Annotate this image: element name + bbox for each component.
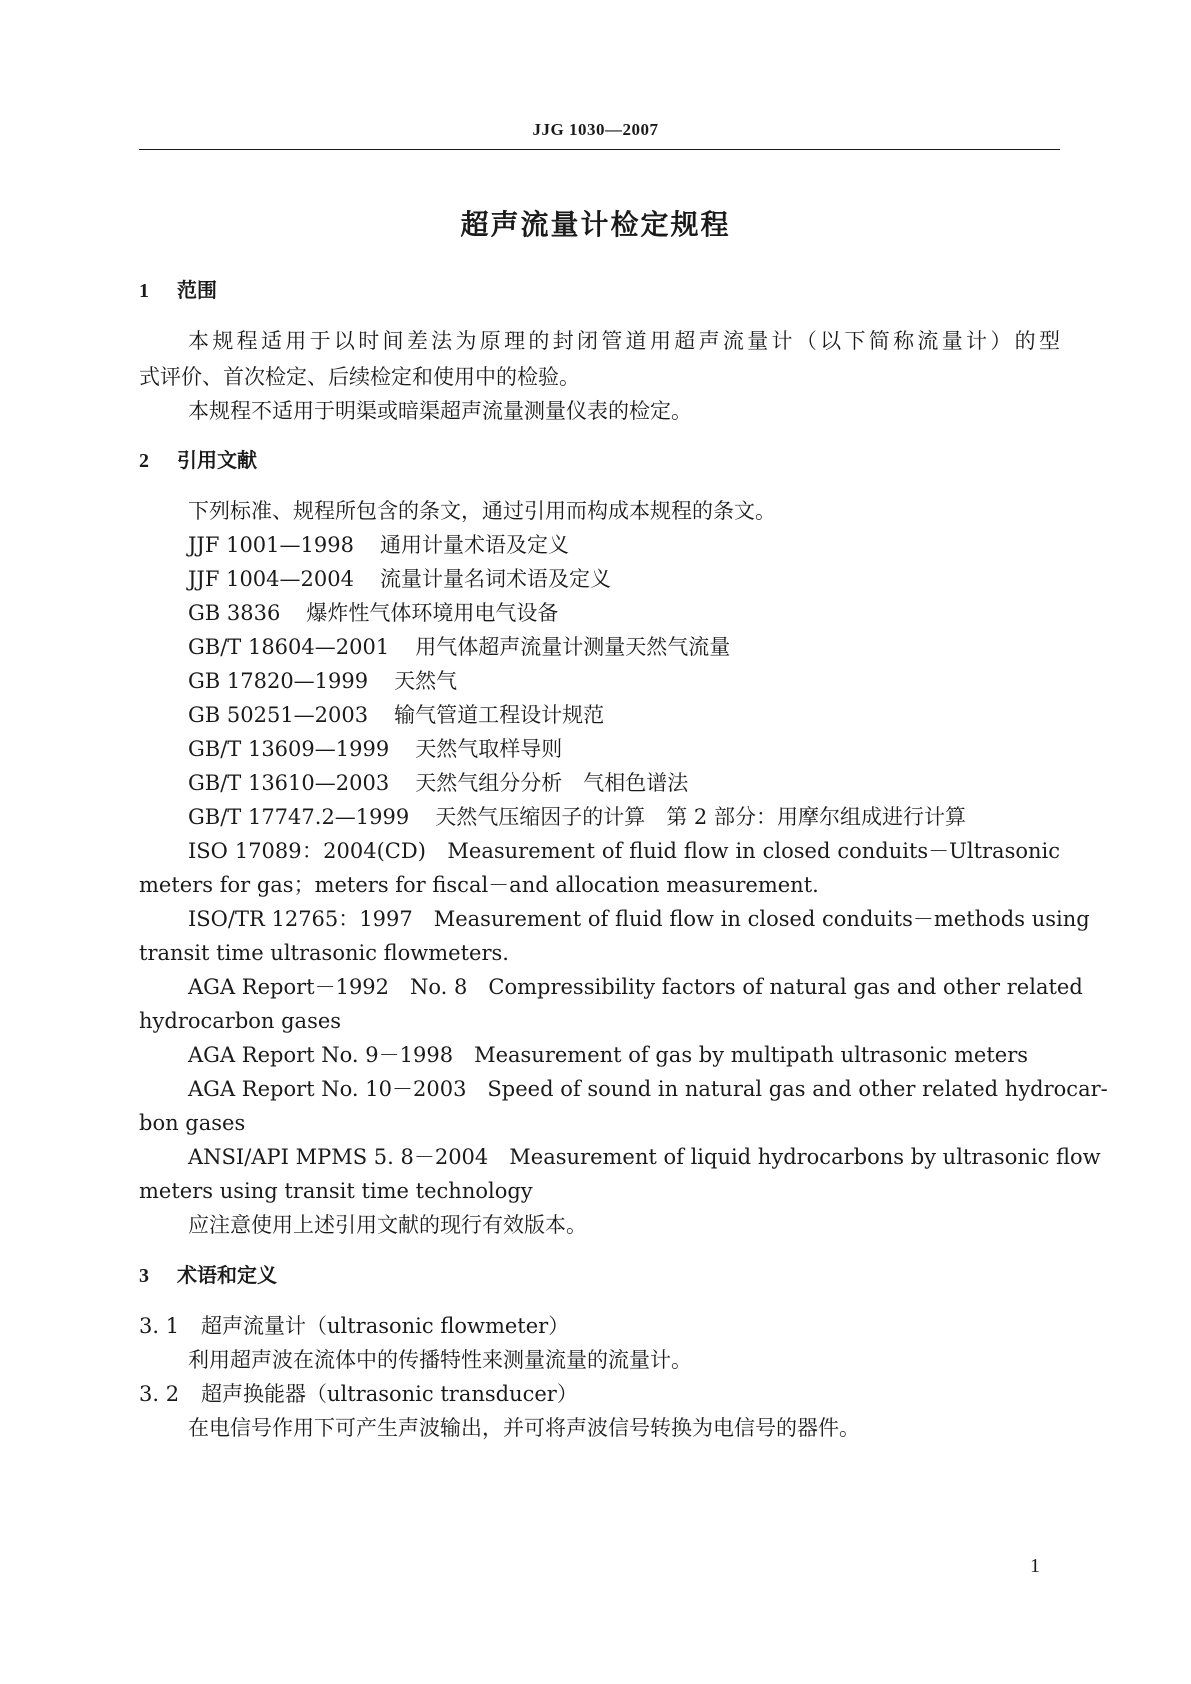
reference-line: transit time ultrasonic flowmeters.: [139, 941, 509, 965]
term-heading: [139, 1311, 569, 1341]
reference-code: JJF 1004—2004: [188, 567, 354, 591]
term-heading: [139, 1379, 578, 1409]
section-heading-2: [139, 445, 257, 476]
reference-item: [188, 666, 1060, 696]
reference-title: 流量计量名词术语及定义: [379, 567, 611, 591]
paragraph-line: 本规程适用于以时间差法为原理的封闭管道用超声流量计（以下简称流量计）的型: [188, 329, 1060, 353]
reference-code: GB/T 13609—1999: [188, 737, 390, 761]
reference-line: AGA Report－1992 No. 8 Compressibility factors of natural gas and other related: [188, 975, 1083, 999]
reference-title: 天然气取样导则: [415, 737, 563, 761]
page-title: 超声流量计检定规程: [460, 208, 731, 241]
section-title: 术语和定义: [177, 1263, 277, 1287]
term-name: 超声流量计（ultrasonic flowmeter）: [201, 1314, 570, 1338]
header-divider: [139, 149, 1060, 150]
section-title: 范围: [177, 278, 217, 302]
paragraph-line: 下列标准、规程所包含的条文，通过引用而构成本规程的条文。: [188, 499, 776, 523]
section-number: 1: [139, 280, 149, 302]
reference-code: GB/T 17747.2—1999: [188, 805, 410, 829]
reference-line: bon gases: [139, 1111, 246, 1135]
reference-item: [188, 700, 1060, 730]
term-definition: 在电信号作用下可产生声波输出，并可将声波信号转换为电信号的器件。: [188, 1416, 860, 1440]
section-heading-3: [139, 1260, 277, 1291]
reference-code: GB 50251—2003: [188, 703, 369, 727]
paragraph-line: 本规程不适用于明渠或暗渠超声流量测量仪表的检定。: [188, 399, 692, 423]
reference-item: [188, 530, 1060, 560]
reference-line: ISO/TR 12765：1997 Measurement of fluid flow in closed conduits－methods using: [188, 907, 1090, 931]
reference-code: JJF 1001—1998: [188, 533, 354, 557]
reference-title: 爆炸性气体环境用电气设备: [306, 601, 559, 625]
reference-item: [188, 768, 1060, 798]
reference-code: GB 3836: [188, 601, 281, 625]
page-number: 1: [1030, 1555, 1040, 1577]
section-number: 2: [139, 450, 149, 472]
reference-line: meters for gas；meters for fiscal－and allocation measurement.: [139, 873, 819, 897]
reference-line: hydrocarbon gases: [139, 1009, 342, 1033]
reference-title: 天然气组分分析 气相色谱法: [415, 771, 689, 795]
reference-item: [188, 802, 1060, 832]
paragraph-line: 应注意使用上述引用文献的现行有效版本。: [188, 1213, 587, 1237]
reference-title: 用气体超声流量计测量天然气流量: [415, 635, 731, 659]
term-number: 3. 1: [139, 1314, 180, 1338]
reference-item: [188, 734, 1060, 764]
reference-item: [188, 632, 1060, 662]
reference-title: 天然气压缩因子的计算 第 2 部分：用摩尔组成进行计算: [435, 805, 966, 829]
reference-title: 通用计量术语及定义: [379, 533, 569, 557]
reference-code: GB/T 18604—2001: [188, 635, 390, 659]
paragraph-line: 式评价、首次检定、后续检定和使用中的检验。: [139, 365, 580, 389]
term-number: 3. 2: [139, 1382, 180, 1406]
term-name: 超声换能器（ultrasonic transducer）: [201, 1382, 578, 1406]
section-title: 引用文献: [177, 448, 257, 472]
section-heading-1: [139, 275, 217, 306]
term-definition: 利用超声波在流体中的传播特性来测量流量的流量计。: [188, 1348, 692, 1372]
reference-line: ISO 17089：2004(CD) Measurement of fluid flow in closed conduits－Ultrasonic: [188, 839, 1060, 863]
reference-line: AGA Report No. 9－1998 Measurement of gas by multipath ultrasonic meters: [188, 1043, 1029, 1067]
reference-line: ANSI/API MPMS 5. 8－2004 Measurement of liquid hydrocarbons by ultrasonic flow: [188, 1145, 1101, 1169]
reference-code: GB 17820—1999: [188, 669, 369, 693]
reference-item: [188, 598, 1060, 628]
reference-line: AGA Report No. 10－2003 Speed of sound in natural gas and other related hydrocar-: [188, 1077, 1108, 1101]
standard-code: JJG 1030—2007: [532, 120, 659, 139]
reference-title: 输气管道工程设计规范: [394, 703, 605, 727]
reference-title: 天然气: [394, 669, 458, 693]
reference-line: meters using transit time technology: [139, 1179, 533, 1203]
reference-item: [188, 564, 1060, 594]
reference-code: GB/T 13610—2003: [188, 771, 390, 795]
section-number: 3: [139, 1265, 149, 1287]
